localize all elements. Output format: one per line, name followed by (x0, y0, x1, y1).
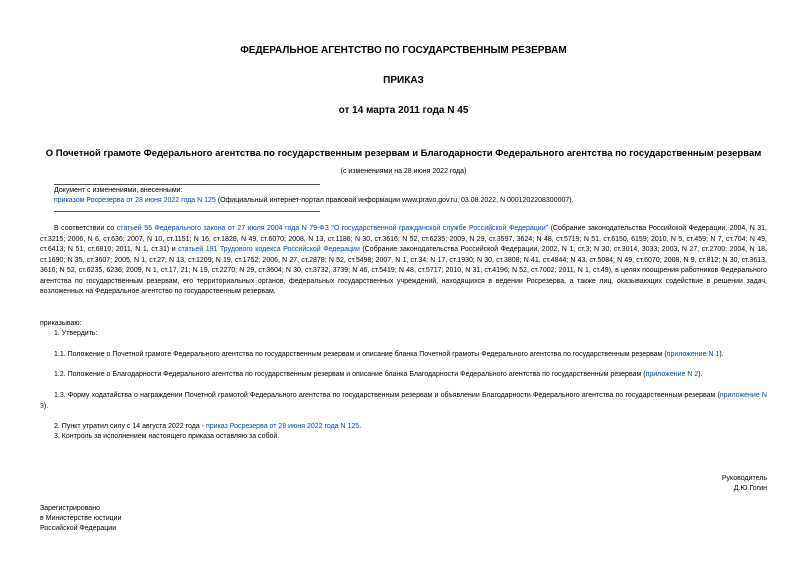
registration-line-3: Российской Федерации (40, 525, 117, 532)
preamble-text-1: (Собрание законодательства Российской Федерации, 2004, N 31, ст.3215; 2006, N 6, ст.636; 2007, N 10, ст.1151; N 16, ст.1828, N 49, ст.6070; 2008, N 13, ст.1186; N 30, ст.3616; N 52, ст.6235; 2009, N 29, ст.3597, 3624; N 48, ст.5719; N 51, ст.6150, 6159; 2010, N 5, ст.459; N 7, ст.704; N 49, ст.6413; N 51, ст.6810; 2011, N 1, ст.31) и (40, 225, 767, 253)
amendments-top-divider (54, 184, 320, 185)
item-1-2-text: 1.2. Положение о Благодарности Федерального агентства по государственным резервам и описание бланка Благодарности Федерального агентства по государственным резервам ( (54, 371, 646, 378)
agency-name: ФЕДЕРАЛЬНОЕ АГЕНТСТВО ПО ГОСУДАРСТВЕННЫМ РЕЗЕРВАМ (240, 45, 567, 56)
amendment-order-link[interactable]: приказом Росрезерва от 28 июня 2022 года N 125 (54, 197, 216, 204)
amendments-intro: Документ с изменениями, внесенными: (54, 187, 183, 194)
item-3: 3. Контроль за исполнением настоящего приказа оставляю за собой. (54, 433, 280, 440)
item-1-3-end: ). (43, 402, 49, 410)
preamble-text-2: (Собрание законодательства Российской Федерации, 2002, N 1, ст.3; N 30, ст.3014, 3033; 2003, N 27, ст.2700; 2004, N 18, ст.1690; N 35, ст.3607; 2005, N 1, ст.27; N 13, ст.1209; N 19, ст.1752; 2006, N 27, ст.2878; N 52, ст.5498; 2007, N 1, ст.34; N 17, ст.1930; N 30, ст.3808; N 41, ст.4844; N 43, ст.5084; N 49, ст.6070; 2008, N 9, ст.812; N 30, ст.3613, 3616; N 52, ст.6235, 6236; 2009, N 1, ст.17, 21; N 19, ст.2270; N 29, ст.3604; N 30, ст.3732, 3739; N 46, ст.5419; N 48, ст.5717; 2010, N 31, ст.4196; N 52, ст.7002; 2011, N 1, ст.49), в целях поощрения работников Федерального агентства по государственным резервам, его территориальных органов, федеральных государственных учреждений, находящихся в ведении Росрезерва, а также лиц, оказывающих содействие в решении задач, возложенных на Федеральное агентство по государственным резервам, (40, 246, 767, 295)
document-type: ПРИКАЗ (383, 75, 424, 86)
changes-note: (с изменениями на 28 июня 2022 года) (340, 168, 467, 175)
amendments-line (54, 196, 574, 206)
preamble-prefix: В соответствии со (54, 225, 117, 232)
item-1-1 (54, 350, 724, 360)
orders-word: приказываю: (40, 320, 82, 327)
item-1-1-text: 1.1. Положение о Почетной грамоте Федерального агентства по государственным резервам и описание бланка Почетной грамоты Федерального агентства по государственным резервам ( (54, 351, 667, 358)
item-1-2 (54, 370, 703, 380)
item-1-3-text: 1.3. Форму ходатайства о награждении Почетной грамотой Федерального агентства по государственным резервам и объявлении Благодарности Федерального агентства по государственным резервам ( (54, 392, 720, 399)
appendix-3-link[interactable]: приложение N 3 (40, 392, 767, 410)
item-2-end: . (359, 423, 362, 430)
law-79-fz-link[interactable]: статьей 55 Федерального закона от 27 июля 2004 года N 79-ФЗ "О государственной гражданской службе Российской Федерации" (116, 225, 549, 232)
item-2-text: 2. Пункт утратил силу с 14 августа 2022 года - (54, 423, 206, 430)
item-1-1-end: ). (719, 351, 724, 358)
appendix-1-link[interactable]: приложение N 1 (666, 351, 720, 358)
registration-line-2: в Министерстве юстиции (40, 515, 122, 522)
amendment-source: (Официальный интернет-портал правовой информации www.pravo.gov.ru, 03.08.2022, N 0001202208300007). (215, 197, 574, 204)
registration-line-1: Зарегистрировано (40, 505, 100, 512)
signatory-position: Руководитель (721, 475, 767, 482)
item-1-3 (40, 391, 767, 412)
document-title: О Почетной грамоте Федерального агентства по государственным резервам и Благодарности Федерального агентства по государственным резервам (45, 148, 762, 159)
item-2 (54, 422, 361, 432)
item-1: 1. Утвердить: (54, 330, 98, 337)
item-1-2-end: ). (698, 371, 703, 378)
repeal-order-link[interactable]: приказ Росрезерва от 28 июня 2022 года N 125 (205, 423, 360, 430)
appendix-2-link[interactable]: приложение N 2 (645, 371, 699, 378)
amendments-bottom-divider (54, 211, 320, 212)
preamble-paragraph (40, 224, 767, 298)
signatory-name: Д.Ю.Гогин (733, 485, 767, 492)
labor-code-link[interactable]: статьей 191 Трудового кодекса Российской Федерации (178, 246, 360, 253)
document-date-number: от 14 марта 2011 года N 45 (338, 105, 469, 116)
